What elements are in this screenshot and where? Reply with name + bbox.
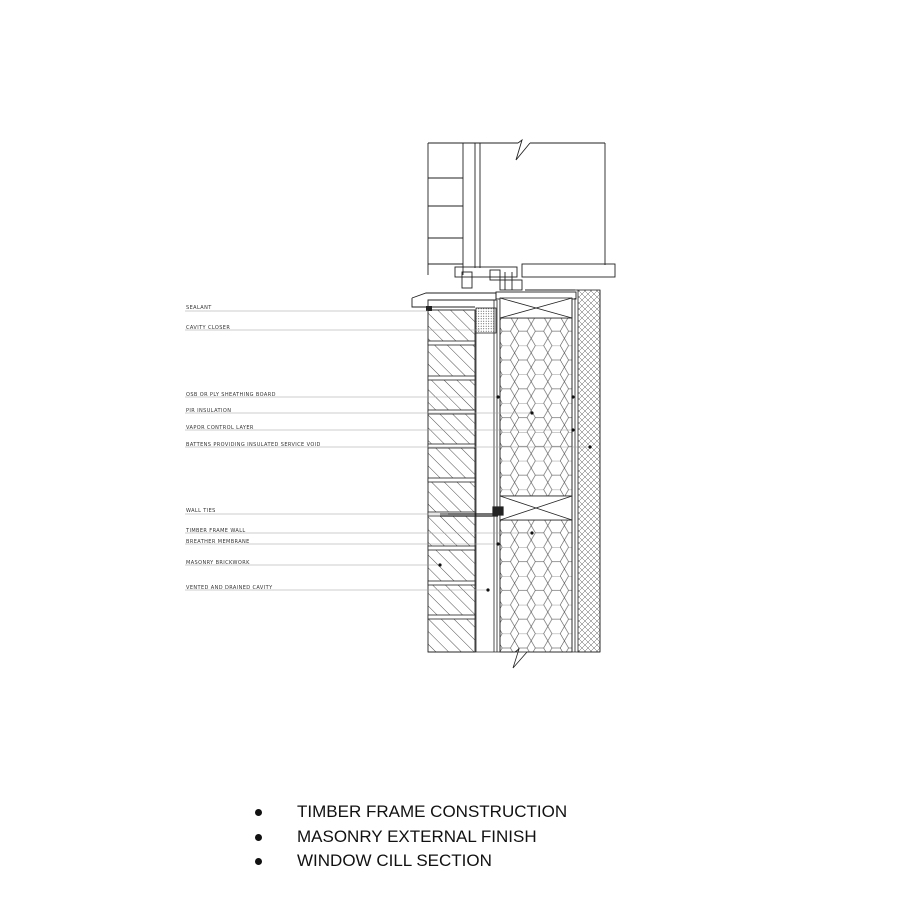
window-frame	[428, 140, 615, 290]
label-vapor-control-layer: VAPOR CONTROL LAYER	[186, 425, 254, 431]
note-item	[255, 825, 567, 850]
label-battens: BATTENS PROVIDING INSULATED SERVICE VOID	[186, 442, 321, 448]
notes-list	[255, 800, 567, 874]
annotation-labels	[185, 305, 321, 591]
batten-service-void	[575, 290, 600, 652]
bullet-icon	[255, 858, 262, 865]
label-sealant: SEALANT	[186, 305, 212, 311]
vapor-control-layer	[572, 298, 575, 652]
note-text: WINDOW CILL SECTION	[297, 851, 492, 870]
label-masonry-brickwork: MASONRY BRICKWORK	[186, 560, 250, 566]
masonry-brickwork	[428, 310, 475, 652]
note-item	[255, 849, 567, 874]
note-item	[255, 800, 567, 825]
label-wall-ties: WALL TIES	[186, 508, 216, 514]
note-text: MASONRY EXTERNAL FINISH	[297, 826, 537, 846]
label-pir-insulation: PIR INSULATION	[186, 408, 232, 414]
label-cavity-closer: CAVITY CLOSER	[186, 325, 231, 331]
bullet-icon	[255, 809, 262, 816]
cavity-closer	[476, 308, 496, 333]
note-text: TIMBER FRAME CONSTRUCTION	[297, 802, 568, 821]
bullet-icon	[255, 834, 262, 841]
label-sheathing-board: OSB OR PLY SHEATHING BOARD	[186, 392, 276, 398]
pir-insulation	[500, 318, 572, 652]
sheathing-board	[494, 300, 500, 652]
label-breather-membrane: BREATHER MEMBRANE	[186, 539, 250, 545]
label-timber-frame-wall: TIMBER FRAME WALL	[186, 528, 246, 534]
label-vented-cavity: VENTED AND DRAINED CAVITY	[186, 585, 273, 591]
break-line	[428, 649, 600, 668]
